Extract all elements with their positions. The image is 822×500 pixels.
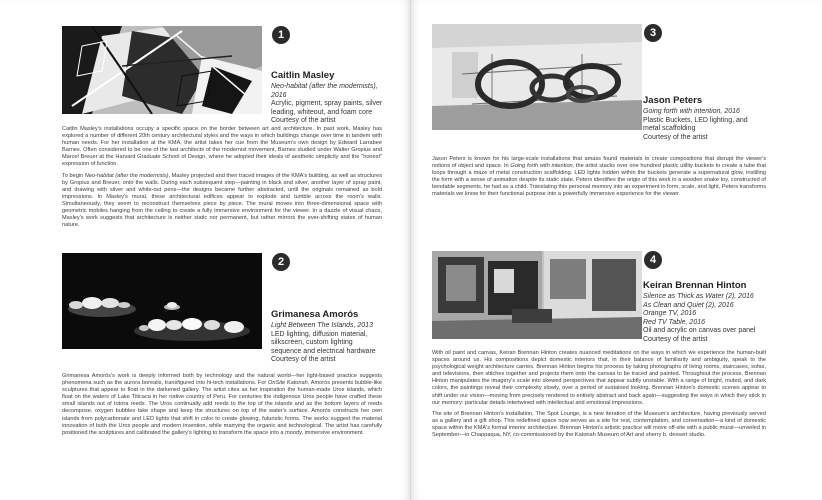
essay-italic-title: OnSite Katonah	[268, 380, 308, 387]
amoros-light-graphic	[62, 253, 262, 349]
artist-name: Jason Peters	[643, 95, 703, 106]
peters-caption	[643, 95, 761, 142]
work-title: Going forth with intention, 2016	[643, 108, 740, 115]
essay-text: Jason Peters is known for his large-scale installations that amass found materials to create compositions that disrupt the viewer's notions of object and space. In	[432, 156, 766, 170]
work-materials: Oil and acrylic on canvas over panel	[643, 327, 756, 335]
entry-number-badge: 4	[644, 251, 662, 269]
entry-number-badge: 2	[272, 253, 290, 271]
work-credit: Courtesy of the artist	[643, 335, 708, 343]
peters-installation-photo	[432, 24, 642, 130]
essay-text: , Amorós presents bubble-like sculptures that appear to float in the darkened gallery. The artist cites as her inspiration the human-made Uros islands, which float on the waters of Lake Titicaca in her native country of Peru. For centuries the indigenous Uros people have crafted these small islands out of totora reeds. The Uros continually add reeds to the top of the islands and as the bottom layers of reeds decompose, oxygen bubbles take shape and keep the structures on top of the water's surface. Amorós constructs her own islands from polycarbonate and LED lights that shift in color to create glowing, futuristic forms. The works suggest the material innovation of both the Uros people and modern invention, while marrying the organic and technological. The artist has carefully positioned the sculptures and calibrated the gallery's lighting to transform the space into a moody, immersive environment.	[62, 380, 382, 436]
hinton-interior-graphic	[432, 251, 642, 339]
hinton-installation-photo	[432, 251, 642, 339]
essay-paragraph	[432, 156, 766, 199]
work-title: Light Between The Islands, 2013	[271, 322, 373, 329]
essay-italic-title: Going forth with intention	[510, 163, 573, 170]
essay-italic-title: Neo-habitat (after the modernists)	[84, 172, 169, 179]
essay-text: , the artist stacks over one hundred plastic utility buckets to create a tube that loops through a maze of metal construction scaffolding. LED lights hidden within the buckets generate a supernatural glow, instilling the form with a sense of animation despite its static state. Peters identifies the origin of this work in a wooden snake toy, constructed of bendable segments, he had as a child. Translating this personal memory into an experiment in form, scale, and light, Peters transforms materials we know for their functional purpose into a powerfully immersive experience for the viewer.	[432, 163, 766, 198]
essay-paragraph	[62, 173, 382, 230]
work-materials: LED lighting, diffusion material, silkscreen, custom lighting sequence and electrical hardware	[271, 330, 376, 355]
entry-number-badge: 1	[272, 26, 290, 44]
essay-paragraph: With oil paint and canvas, Keiran Brennan Hinton creates nuanced meditations on the ways in which we experience the human-built spaces around us. His compositions depict domestic interiors that, in their balance of familiarity and ambiguity, speak to the psychological weight architecture carries. Brennan Hinton begins his process by taking photographs of living rooms, staircases, sofas, and televisions, then stitches together and projects them onto the canvas to be traced and painted. Throughout the process, Brennan Hinton manipulates the imagery's scale into skewed perspectives that appear subtly unstable. With a range of bright, muted, and dark colors, the paintings reveal their complexity slowly, over a period of sustained looking. Brennan Hinton's domestic scenes appear to shift under our vision—moving from precisely rendered to entirely abstract and back again—suggesting the ways in which they stick in our memory: particular details intertwined with intellectual and emotional impressions.	[432, 350, 766, 406]
amoros-caption	[271, 309, 383, 365]
work-credit: Courtesy of the artist	[643, 133, 708, 141]
work-materials: Acrylic, pigment, spray paints, silver leading, whiteout, and foam core	[271, 100, 383, 116]
work-title: Neo-habitat (after the modernists), 2016	[271, 83, 378, 99]
peters-bucket-graphic	[432, 24, 642, 130]
artist-name: Grimanesa Amorós	[271, 309, 359, 320]
peters-essay	[432, 156, 766, 203]
hinton-caption	[643, 280, 767, 345]
work-credit: Courtesy of the artist	[271, 356, 336, 364]
work-title: As Clean and Quiet (2), 2016	[643, 301, 734, 309]
artist-name: Caitlin Masley	[271, 70, 335, 81]
masley-mural-graphic	[62, 26, 262, 114]
masley-installation-photo	[62, 26, 262, 114]
essay-paragraph: The site of Brennan Hinton's installation, The Spot Lounge, is a new iteration of the Museum's architecture, having previously served as a gallery and a gift shop. This redefined space now serves as a site for rest, contemplation, and conversation—a kind of domestic space within the KMA's formal interior architecture. Brennan Hinton's artistic practice will move off-site with a public mural—unveiled in September—in Chappaqua, NY, co-commissioned by the Katonah Museum of Art and sherry b. dessert studio.	[432, 410, 766, 439]
work-title: Orange TV, 2016	[643, 310, 697, 318]
masley-essay	[62, 126, 382, 233]
work-title: Red TV Table, 2016	[643, 318, 706, 326]
amoros-installation-photo	[62, 253, 262, 349]
hinton-essay	[432, 350, 766, 443]
essay-text: , Masley projected and then traced images of the KMA's building, as well as structures by Gropius and Breuer, onto the walls. During each subsequent step—painting in black and silver, another layer of spray paint, and drawing with silver and white-out pens—the designs became further abstracted, until the originals remained as bold impressions. In Masley's mural, these architectural edifices appear to explode and tumble across the room's walls. Simultaneously, they seem to reconstruct themselves piece by piece. The mural moves into three-dimensional space with geometric mobiles hanging from the ceiling to create a fully immersive environment for the viewer. In a dazzle of visual chaos, Masley's work suggests that architecture is neither static nor permanent, but rather mirrors the ever-shifting states of human nature.	[62, 172, 382, 229]
entry-number-badge: 3	[644, 24, 662, 42]
essay-paragraph	[62, 373, 382, 437]
essay-text: Grimanesa Amorós's work is deeply informed both by technology and the natural world—her light-based practice suggests phenomena such as the aurora borealis, transfigured into hi-tech installations. For	[62, 373, 382, 387]
essay-paragraph: Caitlin Masley's installations occupy a specific space on the border between art and architecture. In past work, Masley has explored a number of different 20th century architectural styles and the ways in which buildings change over time in tandem with human needs. For her installation at the KMA, the artist takes her cue from the Museum's own design by Edward Larrabee Barnes. Often considered to be one of the last architects of the modernist movement, Barnes studied under Walter Gropius and Marcel Breuer at the Harvard Graduate School of Design, where he adopted their ideals of aesthetic simplicity and the "honest" expression of function.	[62, 126, 382, 168]
essay-text: To begin	[62, 172, 85, 179]
right-page	[411, 0, 822, 500]
masley-caption	[271, 70, 383, 126]
work-title: Silence as Thick as Water (2), 2016	[643, 293, 754, 300]
artist-name: Keiran Brennan Hinton	[643, 280, 747, 291]
amoros-essay	[62, 373, 382, 441]
work-materials: Plastic Buckets, LED lighting, and metal scaffolding	[643, 116, 748, 133]
work-credit: Courtesy of the artist	[271, 117, 336, 125]
